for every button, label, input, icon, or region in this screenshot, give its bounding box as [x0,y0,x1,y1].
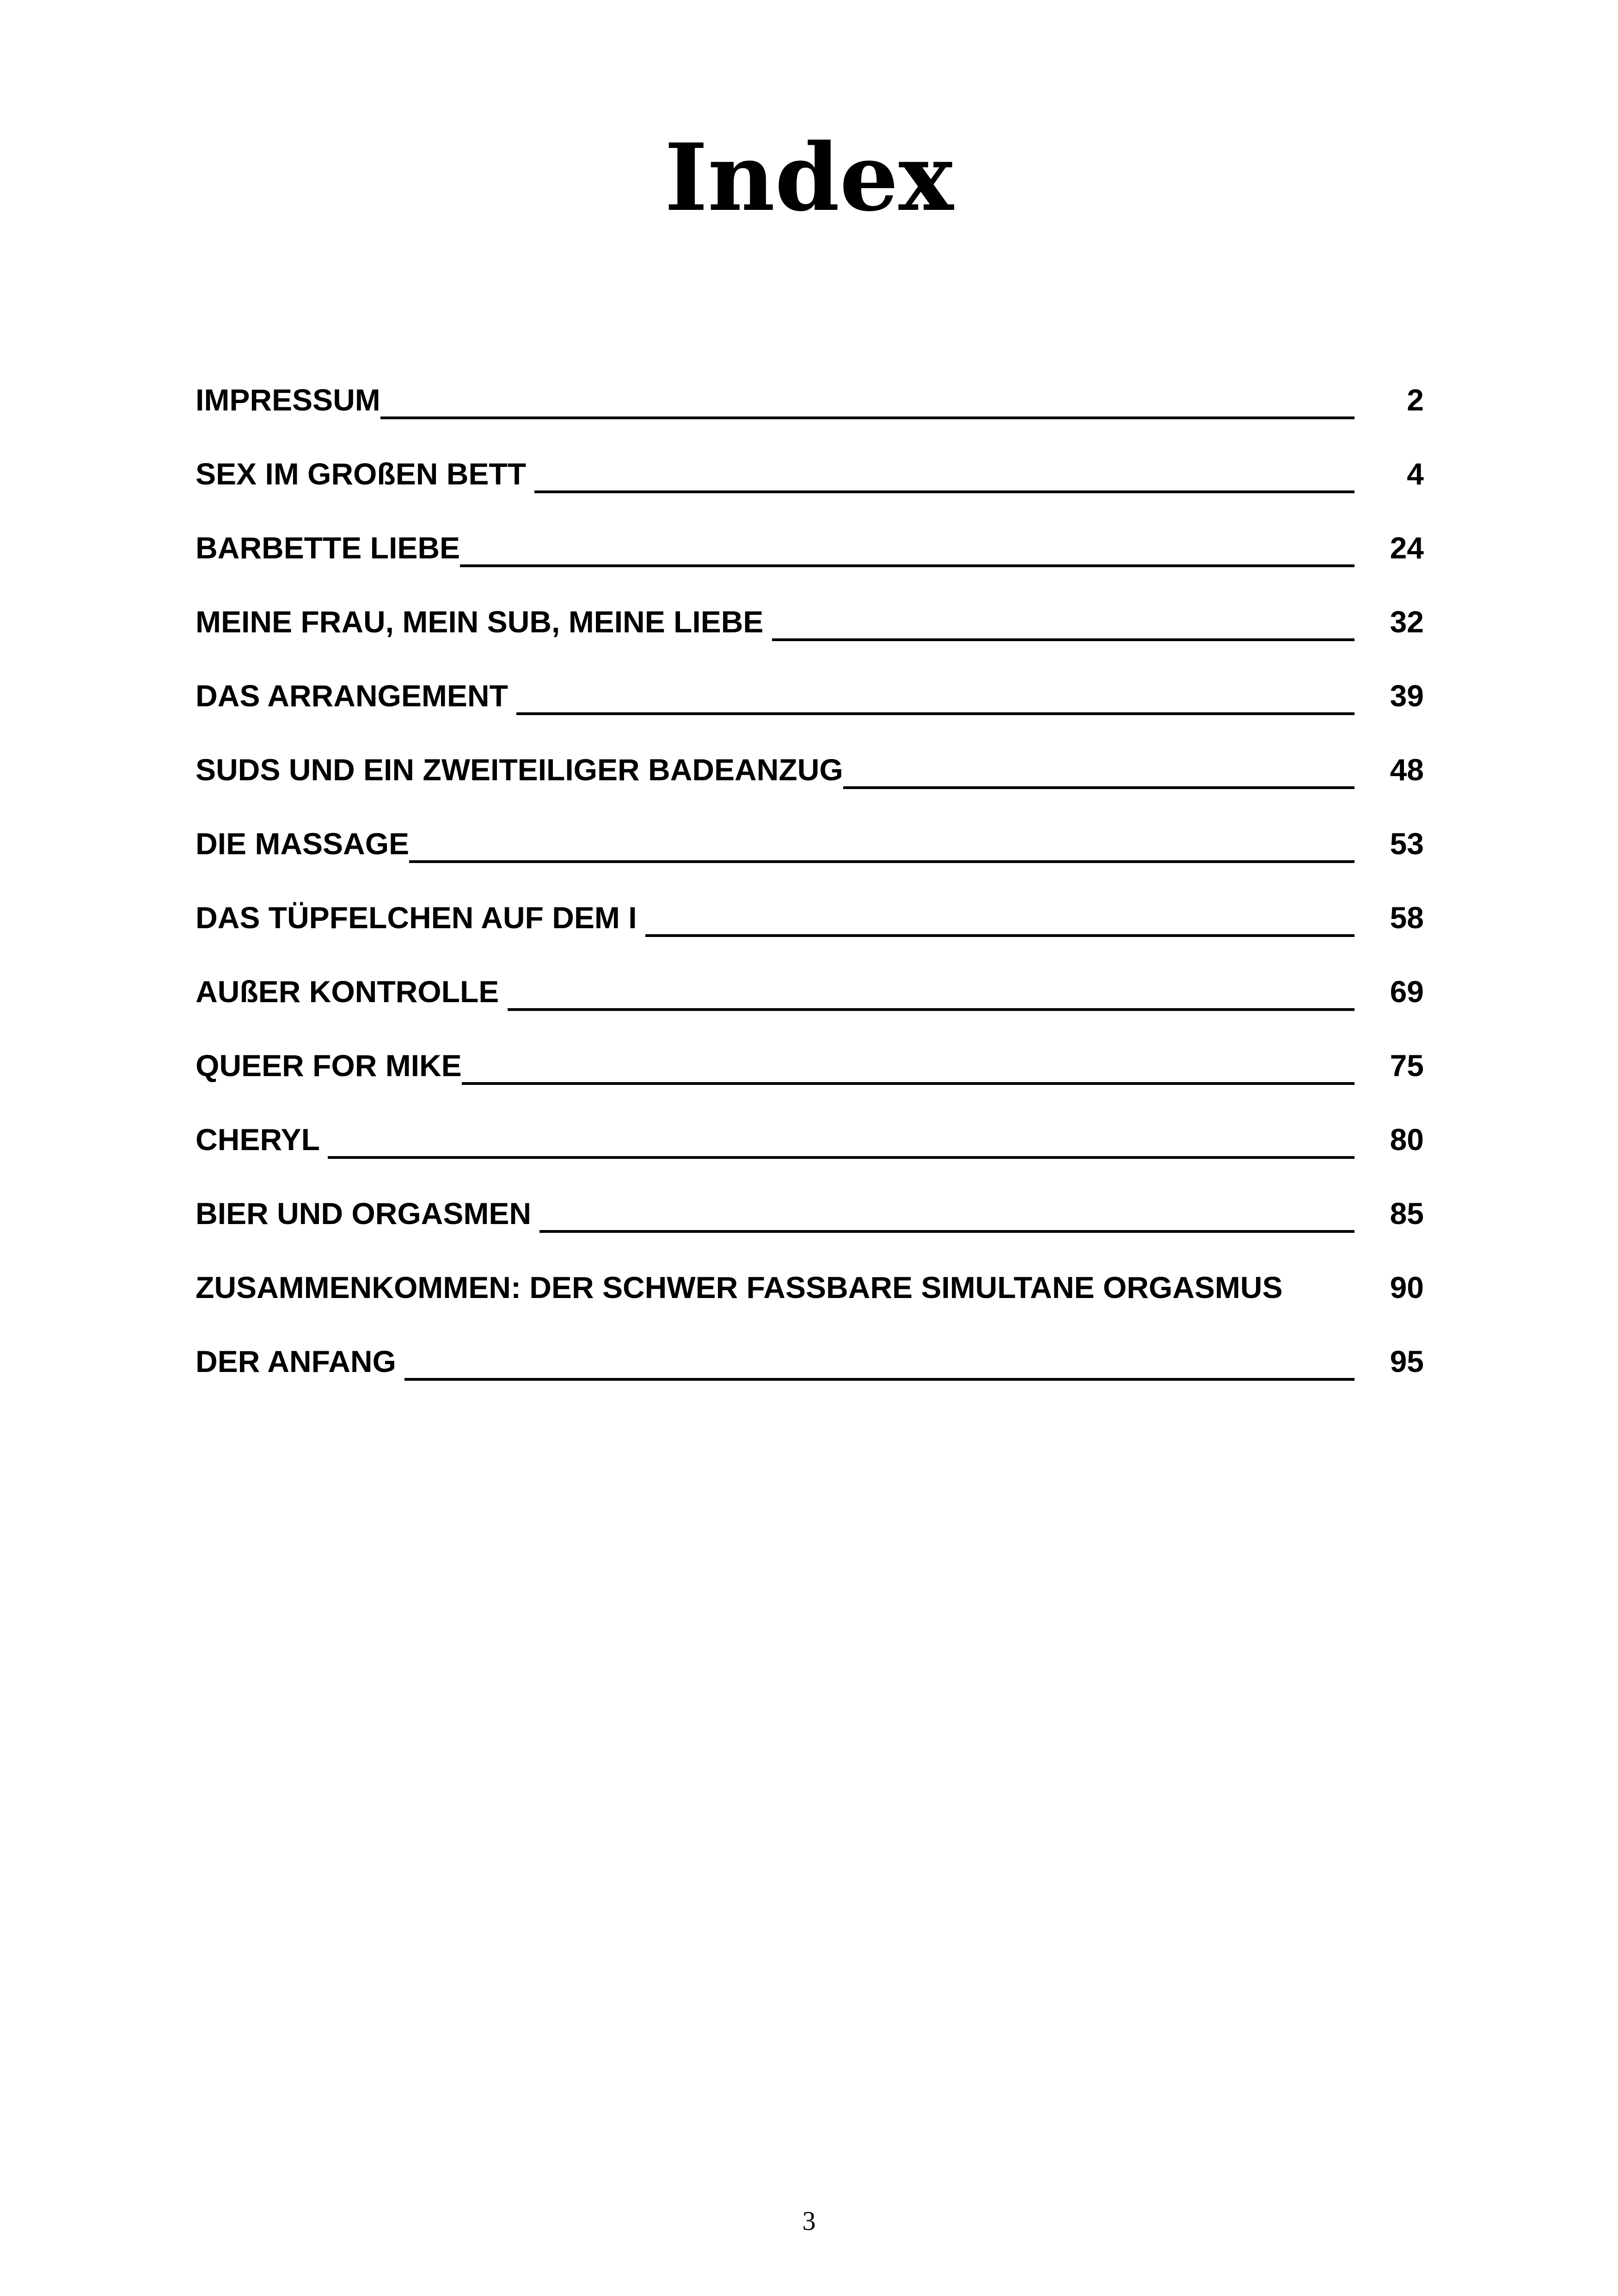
toc-entry-title: DER ANFANG [196,1344,405,1378]
toc-entry[interactable] [196,881,1424,955]
toc-leader-line [462,1082,1354,1085]
toc-entry[interactable] [196,1250,1424,1324]
toc-entry-title: DAS ARRANGEMENT [196,679,517,713]
toc-entry-page: 4 [1407,457,1424,491]
toc-leader-line [645,934,1354,937]
toc-entry-title: SUDS UND EIN ZWEITEILIGER BADEANZUG [196,753,843,787]
toc-entry-page: 85 [1390,1196,1424,1231]
toc-leader-line [328,1156,1354,1159]
toc-entry[interactable] [196,1324,1424,1398]
toc-entry-page: 58 [1390,900,1424,935]
page-title: Index [664,123,954,232]
toc-entry-title: ZUSAMMENKOMMEN: DER SCHWER FASSBARE SIMULTANE ORGASMUS [196,1270,1283,1304]
toc-entry-title: SEX IM GROßEN BETT [196,457,535,491]
toc-leader-line [404,1378,1354,1381]
toc-entry-page: 95 [1390,1344,1424,1378]
toc-entry-title: MEINE FRAU, MEIN SUB, MEINE LIEBE [196,605,772,639]
toc-entry-title: AUßER KONTROLLE [196,974,508,1009]
toc-entry[interactable] [196,363,1424,437]
toc-leader-line [508,1008,1354,1011]
toc-entry-title: QUEER FOR MIKE [196,1048,462,1083]
toc-entry-page: 48 [1390,753,1424,787]
toc-leader-line [772,638,1354,641]
toc-entry-title: DIE MASSAGE [196,827,410,861]
toc-entry[interactable] [196,733,1424,807]
toc-entry-page: 39 [1390,679,1424,713]
toc-leader-line [380,416,1354,419]
toc-entry-title: BIER UND ORGASMEN [196,1196,540,1231]
toc-entry[interactable] [196,1029,1424,1102]
toc-entry-title: IMPRESSUM [196,383,380,417]
toc-entry[interactable] [196,1176,1424,1250]
toc-leader-line [539,1230,1354,1233]
toc-entry[interactable] [196,955,1424,1029]
page-number: 3 [802,2206,816,2236]
toc-entry-title: BARBETTE LIEBE [196,531,460,565]
toc-entry-page: 32 [1390,605,1424,639]
toc-entry-page: 80 [1390,1122,1424,1157]
toc-entry-page: 69 [1390,974,1424,1009]
toc-leader-line [534,490,1354,493]
toc-entry-page: 2 [1407,383,1424,417]
toc-entry[interactable] [196,585,1424,659]
toc-leader-line [1283,1304,1354,1307]
toc-entry-page: 24 [1390,531,1424,565]
toc-entry[interactable] [196,511,1424,585]
toc-leader-line [516,712,1354,715]
toc-entry[interactable] [196,1102,1424,1176]
table-of-contents [196,363,1424,1398]
toc-entry[interactable] [196,807,1424,881]
toc-entry-page: 75 [1390,1048,1424,1083]
toc-entry-page: 53 [1390,827,1424,861]
toc-entry-page: 90 [1390,1270,1424,1304]
toc-leader-line [460,564,1354,567]
toc-entry-title: DAS TÜPFELCHEN AUF DEM I [196,900,645,935]
toc-leader-line [843,786,1354,789]
toc-entry[interactable] [196,659,1424,733]
toc-entry[interactable] [196,437,1424,511]
toc-entry-title: CHERYL [196,1122,328,1157]
toc-leader-line [409,860,1354,863]
